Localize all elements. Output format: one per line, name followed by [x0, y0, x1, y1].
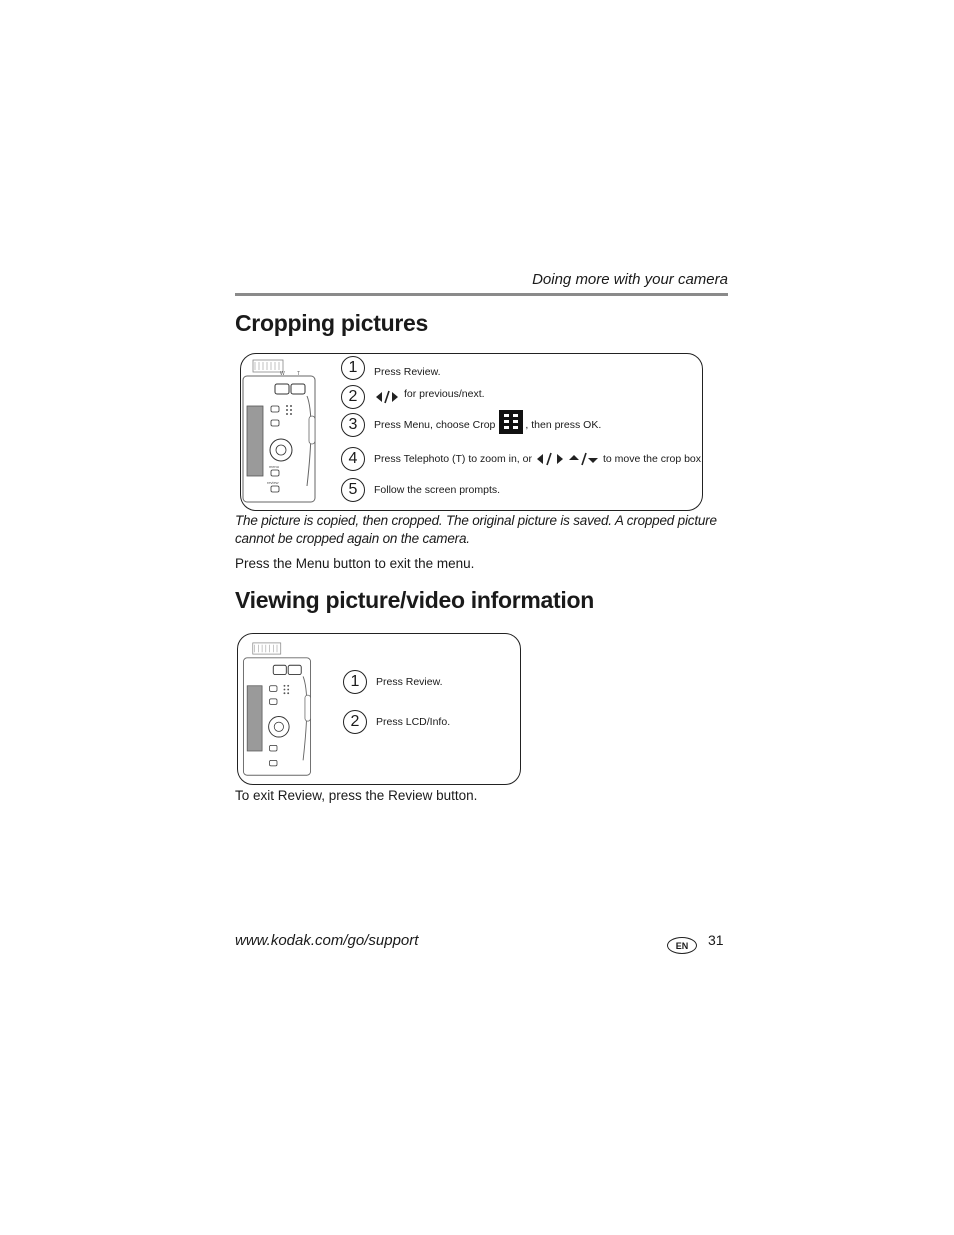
step-number: 2 [341, 385, 365, 409]
crop-note: The picture is copied, then cropped. The original picture is saved. A cropped picture cannot be cropped again on the camera. [235, 513, 717, 546]
review-exit-text: To exit Review, press the Review button. [235, 788, 478, 803]
camera-label-w: W [280, 371, 285, 377]
step-number: 3 [341, 413, 365, 437]
camera-label-t: T [297, 371, 301, 377]
left-right-arrows-icon [374, 389, 400, 405]
camera-label-review: review [267, 480, 279, 485]
camera-label-menu: menu [269, 464, 280, 469]
language-badge: EN [667, 937, 697, 954]
section-title-cropping: Cropping pictures [235, 310, 428, 336]
camera-back-illustration [235, 356, 323, 508]
viewing-steps-panel [237, 633, 521, 785]
crop-step-2 [341, 385, 485, 409]
camera-back-illustration [236, 636, 318, 784]
crop-step-4 [341, 447, 704, 471]
step-number: 5 [341, 478, 365, 502]
crop-exit-text: Press the Menu button to exit the menu. [235, 556, 475, 571]
step-number: 1 [343, 670, 367, 694]
running-header: Doing more with your camera [532, 271, 728, 288]
step-text-after: to move the crop box. [602, 453, 704, 465]
step-number: 1 [341, 356, 365, 380]
crop-step-5 [341, 478, 500, 502]
view-step-2 [343, 710, 450, 734]
left-right-arrows-icon [535, 451, 565, 467]
section-title-viewing: Viewing picture/video information [235, 587, 594, 613]
step-text-before: Press Menu, choose Crop [374, 419, 496, 431]
crop-step-3 [341, 413, 601, 437]
step-number: 2 [343, 710, 367, 734]
step-text: for previous/next. [404, 388, 485, 400]
crop-step-1 [341, 356, 441, 380]
support-url-link[interactable]: www.kodak.com/go/support [235, 932, 419, 949]
step-number: 4 [341, 447, 365, 471]
cropping-steps-panel [240, 353, 703, 511]
up-down-arrows-icon [567, 451, 599, 467]
step-text: Follow the screen prompts. [374, 484, 501, 496]
crop-icon [499, 410, 523, 434]
step-text: Press Review. [374, 366, 441, 378]
step-text: Press Review. [376, 676, 443, 688]
step-text-after: , then press OK. [525, 419, 602, 431]
step-text-before: Press Telephoto (T) to zoom in, or [374, 453, 532, 465]
page-number: 31 [708, 932, 724, 948]
step-text: Press LCD/Info. [376, 716, 451, 728]
view-step-1 [343, 670, 443, 694]
header-rule [235, 293, 728, 296]
